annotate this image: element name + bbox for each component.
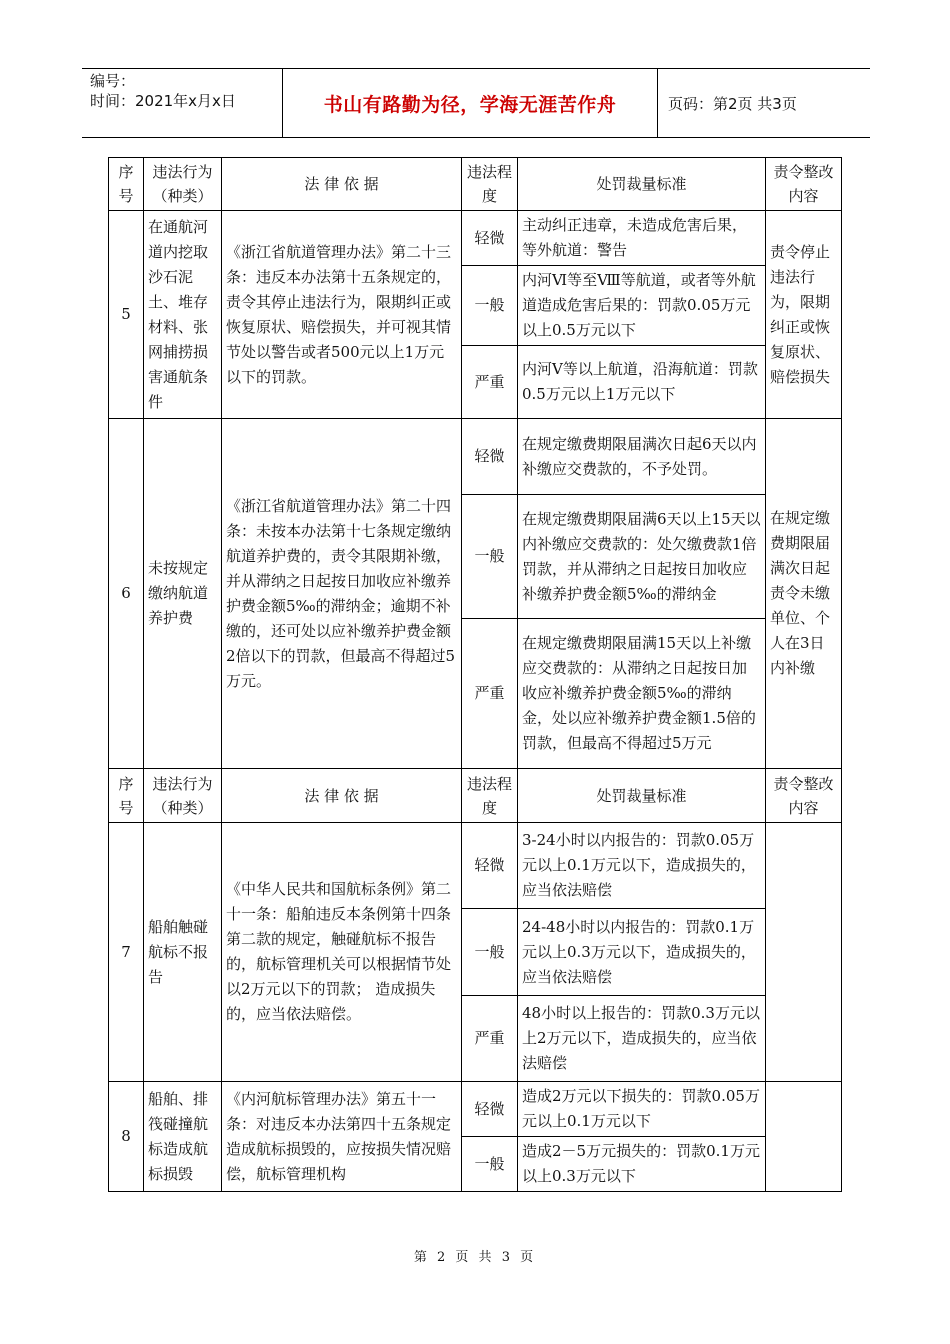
table-row — [109, 419, 842, 495]
row-behavior: 船舶触碰航标不报告 — [144, 823, 222, 1082]
table-row — [109, 1082, 842, 1137]
header-degree: 违法程度 — [462, 769, 518, 823]
row-seq: 6 — [109, 419, 144, 769]
row-seq: 8 — [109, 1082, 144, 1192]
row-legal-basis: 《内河航标管理办法》第五十一条：对违反本办法第四十五条规定造成航标损毁的，应按损失情况赔偿，航标管理机构 — [222, 1082, 462, 1192]
table-row — [109, 823, 842, 909]
row-behavior: 未按规定缴纳航道养护费 — [144, 419, 222, 769]
header-standard: 处罚裁量标准 — [518, 158, 766, 211]
row-legal-basis: 《浙江省航道管理办法》第二十四条：未按本办法第十七条规定缴纳航道养护费的，责令其限期补缴，并从滞纳之日起按日加收应补缴养护费金额5‰的滞纳金；逾期不补缴的，还可处以应补缴养护费金额2倍以下的罚款，但最高不得超过5万元。 — [222, 419, 462, 769]
row-degree: 轻微 — [462, 419, 518, 495]
page-footer: 第 2 页 共 3 页 — [413, 1250, 537, 1265]
row-legal-basis: 《中华人民共和国航标条例》第二十一条：船舶违反本条例第十四条第二款的规定，触碰航标不报告的，航标管理机关可以根据情节处以2万元以下的罚款； 造成损失的，应当依法赔偿。 — [222, 823, 462, 1082]
row-degree: 轻微 — [462, 823, 518, 909]
number-label: 编号： — [90, 72, 136, 90]
header-motto: 书山有路勤为径，学海无涯苦作舟 — [282, 69, 658, 137]
row-seq: 5 — [109, 211, 144, 419]
row-seq: 7 — [109, 823, 144, 1082]
row-rectify: 在规定缴费期限届满次日起责令未缴单位、个人在3日内补缴 — [766, 419, 842, 769]
row-penalty-standard: 主动纠正违章，未造成危害后果，等外航道：警告 — [518, 211, 766, 266]
row-degree: 一般 — [462, 495, 518, 619]
header-behavior: 违法行为（种类） — [144, 769, 222, 823]
header-basis: 法 律 依 据 — [222, 769, 462, 823]
row-degree: 一般 — [462, 266, 518, 346]
row-penalty-standard: 内河Ⅴ等以上航道，沿海航道：罚款0.5万元以上1万元以下 — [518, 346, 766, 419]
row-degree: 严重 — [462, 346, 518, 419]
row-rectify: 责令停止违法行为，限期纠正或恢复原状、赔偿损失 — [766, 211, 842, 419]
page-header — [82, 68, 870, 138]
row-degree: 轻微 — [462, 211, 518, 266]
row-penalty-standard: 造成2－5万元损失的：罚款0.1万元以上0.3万元以下 — [518, 1137, 766, 1192]
header-basis: 法 律 依 据 — [222, 158, 462, 211]
header-degree: 违法程度 — [462, 158, 518, 211]
row-degree: 严重 — [462, 996, 518, 1082]
row-degree: 一般 — [462, 909, 518, 996]
row-penalty-standard: 24-48小时以内报告的：罚款0.1万元以上0.3万元以下，造成损失的，应当依法赔偿 — [518, 909, 766, 996]
header-behavior: 违法行为（种类） — [144, 158, 222, 211]
row-rectify — [766, 823, 842, 1082]
header-seq: 序号 — [109, 158, 144, 211]
row-behavior: 在通航河道内挖取沙石泥土、堆存材料、张网捕捞损害通航条件 — [144, 211, 222, 419]
row-penalty-standard: 3-24小时以内报告的：罚款0.05万元以上0.1万元以下，造成损失的，应当依法赔偿 — [518, 823, 766, 909]
row-penalty-standard: 在规定缴费期限届满次日起6天以内补缴应交费款的，不予处罚。 — [518, 419, 766, 495]
row-penalty-standard: 内河Ⅵ等至Ⅷ等航道，或者等外航道造成危害后果的：罚款0.05万元以上0.5万元以下 — [518, 266, 766, 346]
row-legal-basis: 《浙江省航道管理办法》第二十三条：违反本办法第十五条规定的，责令其停止违法行为，限期纠正或恢复原状、赔偿损失，并可视其情节处以警告或者500元以上1万元以下的罚款。 — [222, 211, 462, 419]
time-label: 时间：2021年x月x日 — [90, 92, 236, 110]
row-penalty-standard: 在规定缴费期限届满6天以上15天以内补缴应交费款的：处欠缴费款1倍罚款，并从滞纳之日起按日加收应补缴养护费金额5‰的滞纳金 — [518, 495, 766, 619]
header-rectify: 责令整改内容 — [766, 769, 842, 823]
row-degree: 严重 — [462, 619, 518, 769]
row-degree: 一般 — [462, 1137, 518, 1192]
header-page-label: 页码：第2页 共3页 — [668, 94, 797, 113]
penalty-table — [108, 157, 842, 1192]
header-standard: 处罚裁量标准 — [518, 769, 766, 823]
row-behavior: 船舶、排筏碰撞航标造成航标损毁 — [144, 1082, 222, 1192]
table-row — [109, 211, 842, 266]
table-header-row — [109, 769, 842, 823]
header-meta — [82, 69, 282, 137]
row-penalty-standard: 在规定缴费期限届满15天以上补缴应交费款的：从滞纳之日起按日加收应补缴养护费金额5‰的滞纳金，处以应补缴养护费金额1.5倍的罚款，但最高不得超过5万元 — [518, 619, 766, 769]
header-seq: 序号 — [109, 769, 144, 823]
table-header-row — [109, 158, 842, 211]
header-rectify: 责令整改内容 — [766, 158, 842, 211]
row-penalty-standard: 48小时以上报告的：罚款0.3万元以上2万元以下，造成损失的，应当依法赔偿 — [518, 996, 766, 1082]
row-rectify — [766, 1082, 842, 1192]
row-penalty-standard: 造成2万元以下损失的：罚款0.05万元以上0.1万元以下 — [518, 1082, 766, 1137]
row-degree: 轻微 — [462, 1082, 518, 1137]
